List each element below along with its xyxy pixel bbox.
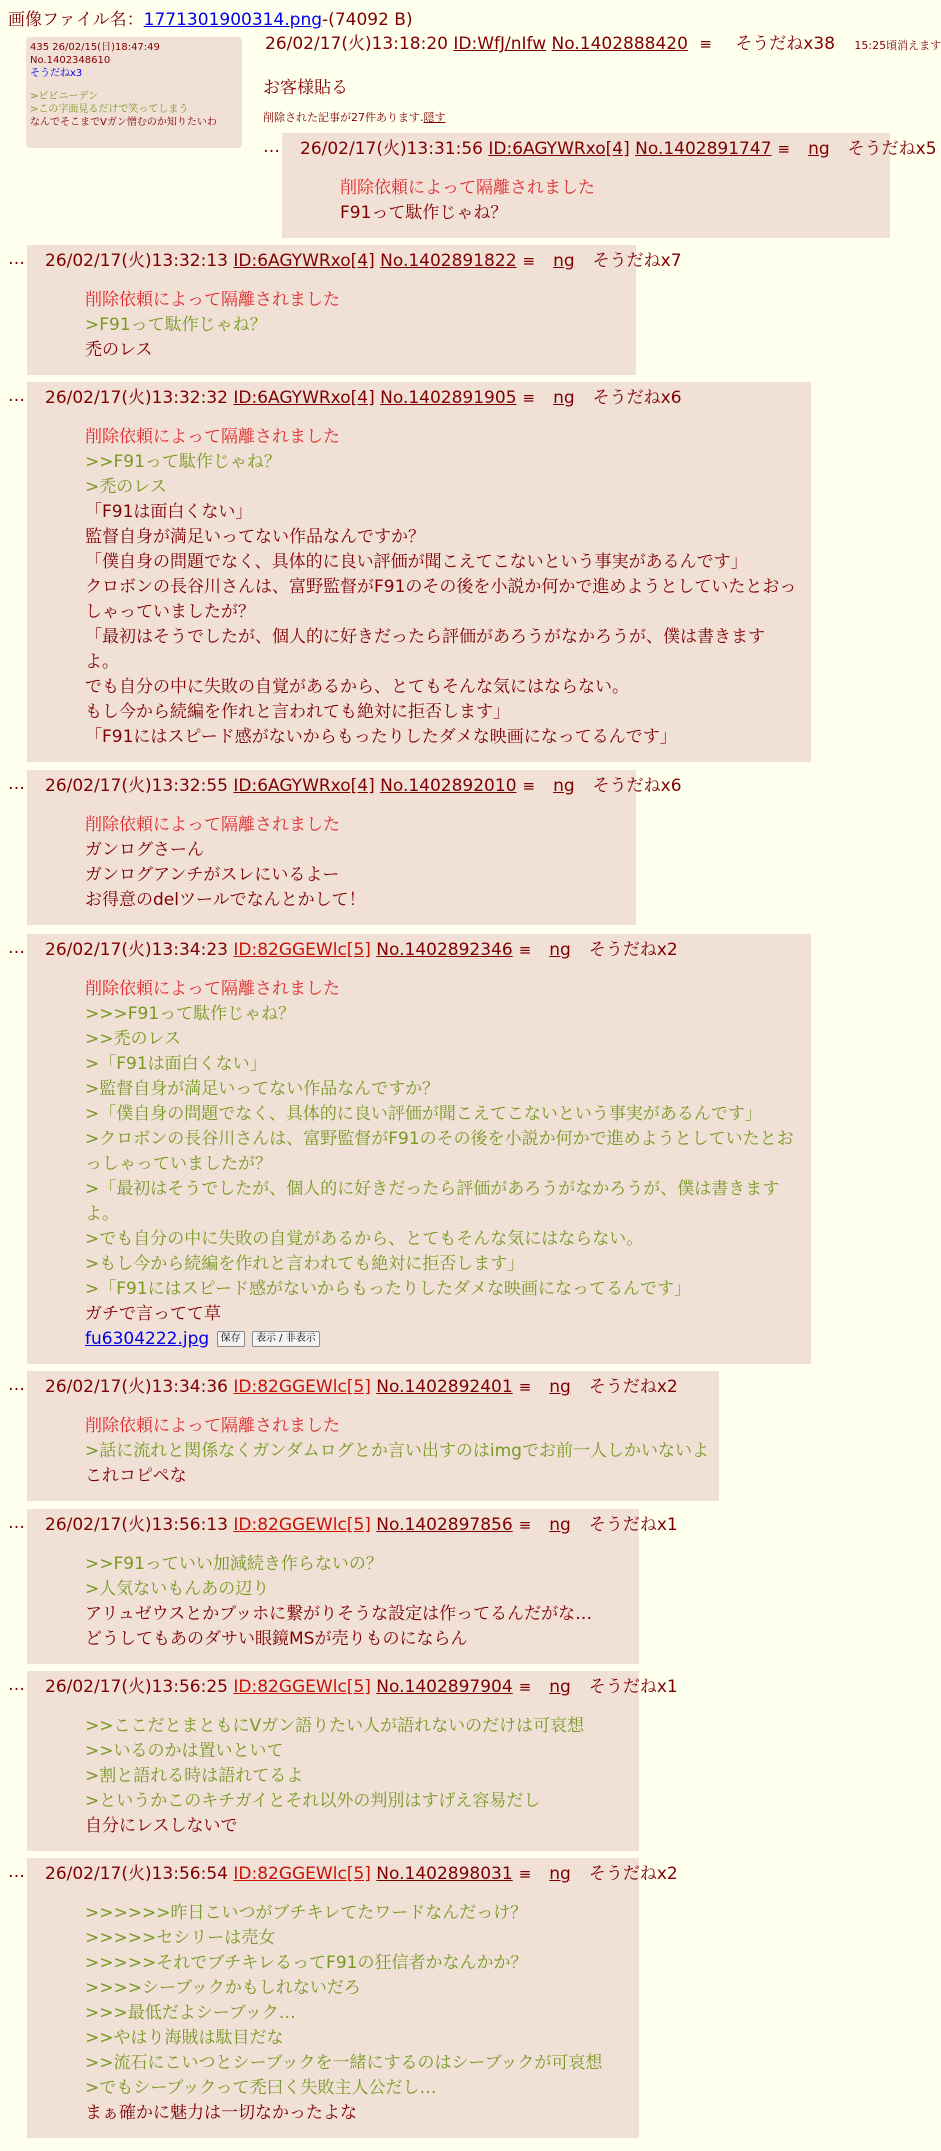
thumb-text: なんでそこまでVガン憎むのか知りたいわ — [30, 117, 217, 128]
reply-date: 26/02/17(火)13:56:25 — [45, 1677, 228, 1697]
reply-marker: … — [8, 384, 41, 409]
menu-icon[interactable]: ≡ — [518, 1678, 532, 1696]
reply-id[interactable]: ID:82GGEWlc[5] — [233, 1377, 371, 1397]
reply-body — [45, 1552, 639, 1652]
ng-button[interactable]: ng — [553, 776, 575, 796]
sodane-button[interactable]: そうだねx6 — [592, 776, 682, 796]
reply-line: 監督自身が満足いってない作品なんですか？ — [85, 527, 425, 547]
sodane-button[interactable]: そうだねx1 — [588, 1515, 678, 1535]
reply-line: これコピペな — [85, 1466, 187, 1486]
reply-line: クロボンの長谷川さんは、富野監督がF91のその後を小説か何かで進めようとしていたとおっ — [85, 577, 797, 597]
reply-date: 26/02/17(火)13:32:13 — [45, 251, 228, 271]
hide-link[interactable]: 隠す — [423, 111, 446, 124]
reply-id[interactable]: ID:6AGYWRxo[4] — [233, 776, 375, 796]
ng-button[interactable]: ng — [549, 940, 571, 960]
menu-icon[interactable]: ≡ — [522, 252, 536, 270]
thumb-header: 435 26/02/15(日)18:47:49 No.1402348610 — [30, 42, 160, 66]
reply-line: 「F91にはスピード感がないからもったりしたダメな映画になってるんです」 — [85, 727, 677, 747]
reply-post — [27, 1509, 678, 1664]
reply-header — [27, 386, 811, 411]
reply-line: お得意のdelツールでなんとかして！ — [85, 890, 366, 910]
reply-line: >>>F91って駄作じゃね？ — [85, 1004, 296, 1024]
reply-no[interactable]: No.1402892401 — [376, 1377, 513, 1397]
reply-line: >>>>>>昨日こいつがブチキレてたワードなんだっけ？ — [85, 1903, 528, 1923]
reply-line: 削除依頼によって隔離されました — [85, 1416, 340, 1436]
sodane-button[interactable]: そうだねx5 — [847, 139, 937, 159]
reply-marker: … — [8, 936, 41, 961]
reply-id[interactable]: ID:82GGEWlc[5] — [233, 940, 371, 960]
attachment-link[interactable]: fu6304222.jpg — [85, 1329, 210, 1349]
reply-line: 「F91は面白くない」 — [85, 502, 253, 522]
ng-button[interactable]: ng — [549, 1377, 571, 1397]
reply-marker: … — [263, 135, 296, 160]
reply-line: アリュゼウスとかブッホに繋がりそうな設定は作ってるんだがな… — [85, 1604, 593, 1624]
reply-line: >話に流れと関係なくガンダムログとか言い出すのはimgでお前一人しかいないよ — [85, 1441, 709, 1461]
reply-line: 「僕自身の問題でなく、具体的に良い評価が聞こえてこないという事実があるんです」 — [85, 552, 748, 572]
reply-body — [45, 813, 636, 913]
sodane-button[interactable]: そうだねx1 — [588, 1677, 678, 1697]
file-info — [8, 8, 413, 32]
reply-no[interactable]: No.1402891905 — [380, 388, 517, 408]
reply-post — [27, 1858, 678, 2138]
sodane-button[interactable]: そうだねx2 — [588, 1377, 678, 1397]
menu-icon[interactable]: ≡ — [518, 1378, 532, 1396]
sodane-button[interactable]: そうだねx6 — [592, 388, 682, 408]
reply-no[interactable]: No.1402898031 — [376, 1864, 513, 1884]
reply-line: >もし今から続編を作れと言われても絶対に拒否します」 — [85, 1254, 525, 1274]
reply-line: >でもシーブックって禿曰く失敗主人公だし… — [85, 2078, 437, 2098]
ng-button[interactable]: ng — [549, 1864, 571, 1884]
reply-body — [45, 288, 636, 363]
reply-body — [300, 176, 890, 226]
reply-line: ガンログさーん — [85, 840, 204, 860]
reply-no[interactable]: No.1402891747 — [635, 139, 772, 159]
reply-line: F91って駄作じゃね？ — [340, 203, 508, 223]
reply-line: 「最初はそうでしたが、個人的に好きだったら評価があろうがなかろうが、僕は書きます — [85, 627, 765, 647]
file-link[interactable]: 1771301900314.png — [143, 10, 323, 30]
reply-body — [45, 1901, 639, 2126]
ng-button[interactable]: ng — [808, 139, 830, 159]
reply-line: ガチで言ってて草 — [85, 1304, 221, 1324]
ng-button[interactable]: ng — [549, 1677, 571, 1697]
op-body — [263, 76, 446, 125]
reply-post — [27, 382, 811, 762]
reply-line: >というかこのキチガイとそれ以外の判別はすげえ容易だし — [85, 1791, 541, 1811]
menu-icon[interactable]: ≡ — [518, 1516, 532, 1534]
reply-id[interactable]: ID:82GGEWlc[5] — [233, 1677, 371, 1697]
reply-line: >F91って駄作じゃね？ — [85, 315, 267, 335]
menu-icon[interactable]: ≡ — [777, 140, 791, 158]
reply-line: 自分にレスしないで — [85, 1816, 238, 1836]
reply-line: 削除依頼によって隔離されました — [340, 178, 595, 198]
sodane-button[interactable]: そうだねx2 — [588, 940, 678, 960]
reply-marker: … — [8, 1511, 48, 1536]
reply-line: >>F91っていい加減続き作らないの？ — [85, 1554, 383, 1574]
reply-header — [282, 137, 937, 162]
deleted-note-text: 削除された記事が27件あります. — [263, 111, 424, 124]
reply-line: >割と語れる時は語れてるよ — [85, 1766, 304, 1786]
reply-line: >>流石にこいつとシーブックを一緒にするのはシーブックが可哀想 — [85, 2053, 603, 2073]
menu-icon[interactable]: ≡ — [518, 1865, 532, 1883]
reply-line: >監督自身が満足いってない作品なんですか？ — [85, 1079, 440, 1099]
reply-line: >「僕自身の問題でなく、具体的に良い評価が聞こえてこないという事実があるんです」 — [85, 1104, 762, 1124]
reply-line: もし今から続編を作れと言われても絶対に拒否します」 — [85, 702, 510, 722]
reply-line: >禿のレス — [85, 477, 167, 497]
reply-line: >「F91にはスピード感がないからもったりしたダメな映画になってるんです」 — [85, 1279, 691, 1299]
op-sodane[interactable]: そうだねx38 — [735, 34, 836, 54]
reply-id[interactable]: ID:82GGEWlc[5] — [233, 1515, 371, 1535]
reply-line: >>>最低だよシーブック… — [85, 2003, 296, 2023]
reply-date: 26/02/17(火)13:34:23 — [45, 940, 228, 960]
reply-header — [27, 249, 682, 274]
file-label: 画像ファイル名： — [8, 10, 144, 30]
reply-marker: … — [8, 247, 41, 272]
reply-post — [27, 1671, 678, 1851]
sodane-button[interactable]: そうだねx7 — [592, 251, 682, 271]
ng-button[interactable]: ng — [553, 251, 575, 271]
reply-body — [45, 1714, 639, 1839]
reply-date: 26/02/17(火)13:56:13 — [45, 1515, 228, 1535]
reply-line: ガンログアンチがスレにいるよー — [85, 865, 340, 885]
reply-date: 26/02/17(火)13:31:56 — [300, 139, 483, 159]
reply-line: >でも自分の中に失敗の自覚があるから、とてもそんな気にはならない。 — [85, 1229, 644, 1249]
reply-line: よ。 — [85, 652, 119, 672]
reply-post — [27, 245, 682, 375]
reply-line: >>禿のレス — [85, 1029, 181, 1049]
reply-no[interactable]: No.1402891822 — [380, 251, 517, 271]
reply-body — [45, 425, 811, 750]
reply-body — [45, 977, 811, 1352]
save-button[interactable]: 保存 — [217, 1331, 245, 1347]
reply-line: >クロボンの長谷川さんは、富野監督がF91のその後を小説か何かで進めようとしていたとお — [85, 1129, 794, 1149]
toggle-button[interactable]: 表示 / 非表示 — [252, 1331, 320, 1347]
reply-line: >>>>>それでブチキレるってF91の狂信者かなんかか？ — [85, 1953, 528, 1973]
reply-line: まぁ確かに魅力は一切なかったよな — [85, 2103, 357, 2123]
reply-body — [45, 1414, 719, 1489]
reply-id[interactable]: ID:6AGYWRxo[4] — [233, 388, 375, 408]
sodane-button[interactable]: そうだねx2 — [588, 1864, 678, 1884]
reply-header — [27, 1675, 678, 1700]
reply-post — [27, 770, 682, 925]
reply-marker: … — [8, 772, 41, 797]
thumb-quote: >この字面見るだけで笑ってしまう — [30, 104, 189, 115]
op-text: お客様貼る — [263, 78, 348, 98]
reply-marker: … — [8, 1860, 48, 1885]
reply-date: 26/02/17(火)13:56:54 — [45, 1864, 228, 1884]
thumbnail-image[interactable] — [26, 37, 242, 148]
reply-post — [27, 1371, 719, 1501]
reply-date: 26/02/17(火)13:32:32 — [45, 388, 228, 408]
reply-line: >「最初はそうでしたが、個人的に好きだったら評価があろうがなかろうが、僕は書きます — [85, 1179, 780, 1199]
reply-post — [282, 133, 937, 238]
reply-line: >>>>シーブックかもしれないだろ — [85, 1978, 361, 1998]
ng-button[interactable]: ng — [549, 1515, 571, 1535]
menu-icon[interactable]: ≡ — [522, 777, 536, 795]
thumb-sodane: そうだねx3 — [30, 68, 83, 79]
op-expire: 15:25頃消えます — [854, 39, 941, 52]
ng-button[interactable]: ng — [553, 388, 575, 408]
reply-line: >>ここだとまともにVガン語りたい人が語れないのだけは可哀想 — [85, 1716, 585, 1736]
op-no[interactable]: No.1402888420 — [551, 34, 688, 54]
deleted-note — [263, 111, 446, 125]
attachment — [85, 1327, 811, 1352]
reply-date: 26/02/17(火)13:32:55 — [45, 776, 228, 796]
reply-no[interactable]: No.1402897856 — [376, 1515, 513, 1535]
file-size: -(74092 B) — [322, 10, 413, 30]
reply-line: >>やはり海賊は駄目だな — [85, 2028, 284, 2048]
reply-header — [27, 1375, 719, 1400]
reply-line: どうしてもあのダサい眼鏡MSが売りものにならん — [85, 1629, 468, 1649]
reply-line: >人気ないもんあの辺り — [85, 1579, 270, 1599]
reply-id[interactable]: ID:82GGEWlc[5] — [233, 1864, 371, 1884]
reply-marker: … — [8, 1673, 48, 1698]
reply-marker: … — [8, 1373, 41, 1398]
menu-icon[interactable]: ≡ — [699, 35, 712, 53]
op-header — [265, 32, 941, 58]
reply-line: 削除依頼によって隔離されました — [85, 427, 340, 447]
reply-header — [27, 938, 811, 963]
reply-line: よ。 — [85, 1204, 119, 1224]
reply-line: 削除依頼によって隔離されました — [85, 290, 340, 310]
reply-line: っしゃっていましたが？ — [85, 1154, 272, 1174]
reply-line: しゃっていましたが？ — [85, 602, 255, 622]
reply-id[interactable]: ID:6AGYWRxo[4] — [488, 139, 630, 159]
reply-no[interactable]: No.1402892346 — [376, 940, 513, 960]
reply-no[interactable]: No.1402892010 — [380, 776, 517, 796]
reply-line: >「F91は面白くない」 — [85, 1054, 267, 1074]
reply-header — [27, 774, 682, 799]
reply-no[interactable]: No.1402897904 — [376, 1677, 513, 1697]
reply-post — [27, 934, 811, 1364]
op-date: 26/02/17(火)13:18:20 — [265, 34, 448, 54]
reply-line: 削除依頼によって隔離されました — [85, 815, 340, 835]
reply-line: >>いるのかは置いといて — [85, 1741, 284, 1761]
reply-id[interactable]: ID:6AGYWRxo[4] — [233, 251, 375, 271]
reply-line: でも自分の中に失敗の自覚があるから、とてもそんな気にはならない。 — [85, 677, 629, 697]
reply-line: 禿のレス — [85, 340, 153, 360]
reply-line: >>F91って駄作じゃね？ — [85, 452, 281, 472]
thumb-quote: >ビビニーデン — [30, 91, 99, 102]
reply-date: 26/02/17(火)13:34:36 — [45, 1377, 228, 1397]
reply-header — [27, 1513, 678, 1538]
reply-header — [27, 1862, 678, 1887]
reply-line: >>>>>セシリーは売女 — [85, 1928, 276, 1948]
op-id[interactable]: ID:WfJ/nIfw — [453, 34, 547, 54]
reply-line: 削除依頼によって隔離されました — [85, 979, 340, 999]
menu-icon[interactable]: ≡ — [518, 941, 532, 959]
menu-icon[interactable]: ≡ — [522, 389, 536, 407]
